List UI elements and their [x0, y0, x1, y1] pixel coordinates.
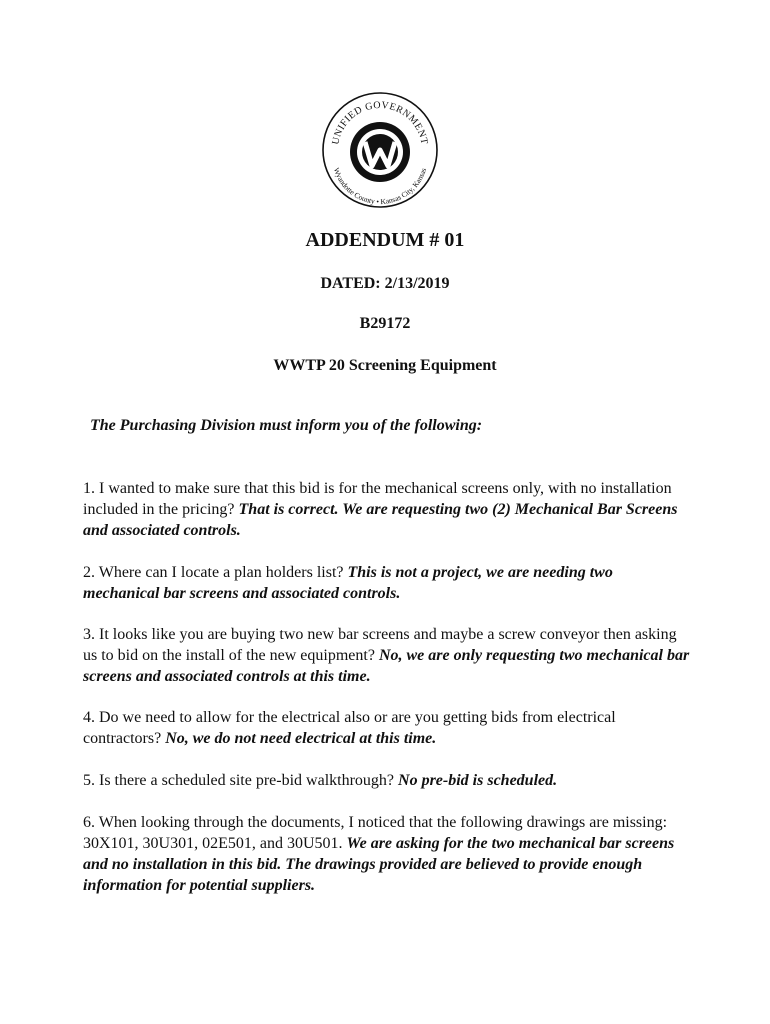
question-text: 2. Where can I locate a plan holders list? — [83, 564, 348, 581]
answer-text: No, we are only requesting two mechanical bar screens and associated controls at this time. — [83, 647, 690, 685]
answer-text: That is correct. We are requesting two (2) Mechanical Bar Screens and associated controls. — [83, 501, 678, 539]
addendum-title: ADDENDUM # 01 — [305, 229, 465, 251]
question-text: 4. Do we need to allow for the electrical also or are you getting bids from electrical contractors? — [83, 709, 616, 747]
question-text: 5. Is there a scheduled site pre-bid walkthrough? — [83, 772, 399, 789]
dated-line: DATED: 2/13/2019 — [320, 275, 450, 292]
qa-item-3 — [83, 624, 693, 687]
qa-item-6 — [83, 812, 693, 896]
question-text: 6. When looking through the documents, I noticed that the following drawings are missing: 30X101, 30U301, 02E501, and 30U501. — [83, 814, 668, 852]
intro-statement: The Purchasing Division must inform you of the following: — [90, 417, 483, 434]
unified-government-seal — [320, 90, 440, 210]
svg-text:UNIFIED GOVERNMENT: UNIFIED GOVERNMENT — [330, 99, 430, 146]
question-text: 1. I wanted to make sure that this bid is for the mechanical screens only, with no installation included in the pricing? — [83, 480, 672, 518]
answer-text: We are asking for the two mechanical bar screens and no installation in this bid. The drawings provided are believed to provide enough information for potential suppliers. — [83, 835, 675, 894]
qa-item-5 — [83, 770, 693, 791]
qa-item-1 — [83, 478, 693, 541]
project-title: WWTP 20 Screening Equipment — [273, 357, 497, 374]
question-text: 3. It looks like you are buying two new bar screens and maybe a screw conveyor then asking us to bid on the install of the new equipment? — [83, 626, 677, 664]
svg-text:Wyandotte County • Kansas City: Wyandotte County • Kansas City, Kansas — [331, 166, 429, 207]
answer-text: No pre-bid is scheduled. — [398, 772, 558, 789]
qa-item-2 — [83, 562, 693, 604]
bid-number: B29172 — [359, 315, 411, 332]
qa-item-4 — [83, 707, 693, 749]
answer-text: No, we do not need electrical at this time. — [165, 730, 437, 747]
answer-text: This is not a project, we are needing two mechanical bar screens and associated controls. — [83, 564, 613, 602]
